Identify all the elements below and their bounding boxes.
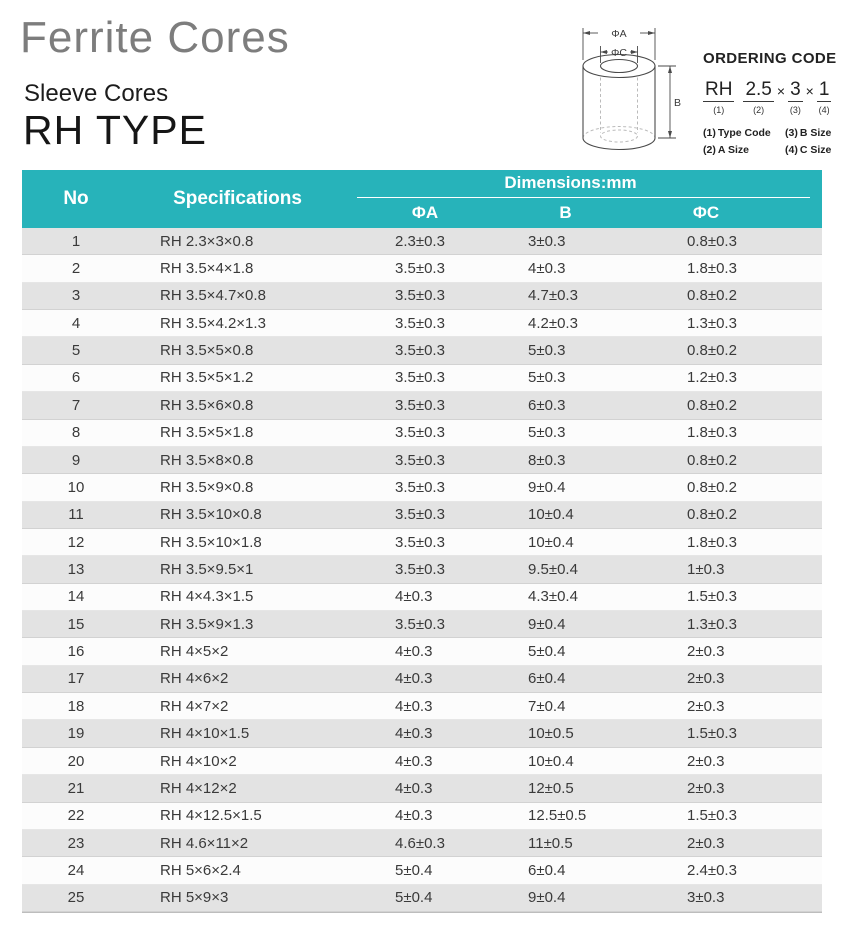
table-row <box>22 502 822 529</box>
cell-phi-a: 4±0.3 <box>395 697 433 715</box>
cell-b: 10±0.4 <box>528 533 574 551</box>
legend-label: B Size <box>799 126 832 139</box>
cell-no: 25 <box>67 889 85 907</box>
cell-specification: RH 4.6×11×2 <box>160 834 249 852</box>
code-part-index: (2) <box>753 104 765 115</box>
cell-phi-a: 2.3±0.3 <box>395 232 445 250</box>
cell-no: 10 <box>67 478 85 496</box>
cell-phi-a: 3.5±0.3 <box>395 260 445 278</box>
table-row <box>22 584 822 611</box>
cell-b: 4.7±0.3 <box>528 287 578 305</box>
legend-item <box>785 144 845 156</box>
cell-no: 20 <box>67 752 85 770</box>
cell-phi-c: 1.8±0.3 <box>687 533 737 551</box>
cell-specification: RH 2.3×3×0.8 <box>160 232 254 250</box>
cell-phi-a: 3.5±0.3 <box>395 506 445 524</box>
cell-phi-c: 2.4±0.3 <box>687 861 737 879</box>
table-row <box>22 830 822 857</box>
cell-phi-a: 4±0.3 <box>395 670 433 688</box>
cell-b: 5±0.3 <box>528 369 566 387</box>
cell-phi-c: 1.2±0.3 <box>687 369 737 387</box>
cell-no: 16 <box>67 643 85 661</box>
cell-phi-c: 3±0.3 <box>687 889 725 907</box>
spec-table <box>22 170 822 913</box>
cell-b: 3±0.3 <box>528 232 566 250</box>
column-header-phi-c: ΦC <box>692 203 720 222</box>
cell-phi-c: 0.8±0.3 <box>687 232 737 250</box>
column-header-specifications: Specifications <box>173 188 302 209</box>
dim-c-arrow-right <box>631 50 638 54</box>
cell-phi-c: 1.8±0.3 <box>687 424 737 442</box>
cell-b: 9±0.4 <box>528 478 566 496</box>
code-part-index: (4) <box>818 104 830 115</box>
cell-no: 4 <box>71 314 81 332</box>
cell-b: 9.5±0.4 <box>528 560 578 578</box>
column-group-dimensions <box>345 170 822 228</box>
legend-num: (4) <box>785 143 798 156</box>
cell-phi-a: 4±0.3 <box>395 752 433 770</box>
cell-b: 6±0.4 <box>528 861 566 879</box>
cell-no: 17 <box>67 670 85 688</box>
cell-specification: RH 3.5×5×0.8 <box>160 342 254 360</box>
cell-b: 5±0.3 <box>528 424 566 442</box>
cell-phi-c: 2±0.3 <box>687 670 725 688</box>
table-row <box>22 474 822 501</box>
cell-phi-a: 3.5±0.3 <box>395 314 445 332</box>
code-part-index: (3) <box>789 104 801 115</box>
table-row <box>22 885 822 912</box>
legend-label: A Size <box>717 143 749 156</box>
cell-specification: RH 3.5×6×0.8 <box>160 396 254 414</box>
cell-specification: RH 4×6×2 <box>160 670 229 688</box>
cell-phi-c: 1.5±0.3 <box>687 588 737 606</box>
table-row <box>22 638 822 665</box>
table-row <box>22 447 822 474</box>
cell-b: 12.5±0.5 <box>528 807 587 825</box>
cell-specification: RH 3.5×8×0.8 <box>160 451 254 469</box>
column-header-phi-a: ΦA <box>411 203 439 222</box>
cell-no: 22 <box>67 807 85 825</box>
ordering-code-section <box>703 50 845 156</box>
column-header-no: No <box>63 188 89 209</box>
cell-phi-a: 4±0.3 <box>395 779 433 797</box>
table-row <box>22 748 822 775</box>
cell-phi-a: 4±0.3 <box>395 643 433 661</box>
cell-specification: RH 4×10×2 <box>160 752 237 770</box>
cell-phi-a: 3.5±0.3 <box>395 560 445 578</box>
cell-phi-a: 3.5±0.3 <box>395 451 445 469</box>
cell-phi-a: 3.5±0.3 <box>395 424 445 442</box>
legend-label: Type Code <box>717 126 771 139</box>
ordering-code-legend <box>703 127 845 156</box>
cell-phi-a: 3.5±0.3 <box>395 533 445 551</box>
page-title: Ferrite Cores <box>20 13 290 62</box>
cell-specification: RH 5×9×3 <box>160 889 229 907</box>
page-subtitle: Sleeve Cores <box>24 80 169 107</box>
cell-no: 1 <box>71 232 81 250</box>
legend-label: C Size <box>799 143 832 156</box>
code-part-c-size <box>817 80 832 115</box>
legend-num: (3) <box>785 126 798 139</box>
cell-no: 21 <box>67 779 85 797</box>
cell-no: 14 <box>67 588 85 606</box>
cell-specification: RH 3.5×9×0.8 <box>160 478 254 496</box>
table-row <box>22 693 822 720</box>
cell-no: 12 <box>67 533 85 551</box>
cell-phi-a: 4.6±0.3 <box>395 834 445 852</box>
cell-specification: RH 4×12.5×1.5 <box>160 807 262 825</box>
cell-b: 12±0.5 <box>528 779 574 797</box>
cell-b: 8±0.3 <box>528 451 566 469</box>
table-header <box>22 170 822 228</box>
code-part-index: (1) <box>713 104 725 115</box>
cell-phi-a: 4±0.3 <box>395 725 433 743</box>
dim-b-arrow-bottom <box>668 131 672 138</box>
cell-phi-c: 0.8±0.2 <box>687 478 737 496</box>
code-part-a-size <box>743 80 773 115</box>
table-row <box>22 556 822 583</box>
cell-no: 8 <box>71 424 81 442</box>
table-row <box>22 283 822 310</box>
table-row <box>22 310 822 337</box>
table-row <box>22 666 822 693</box>
code-part-text: 2.5 <box>745 79 772 100</box>
cell-no: 18 <box>67 697 85 715</box>
ordering-code-heading: ORDERING CODE <box>703 50 837 67</box>
dim-a-arrow-left <box>583 31 590 35</box>
cell-specification: RH 3.5×9.5×1 <box>160 560 254 578</box>
cylinder-back-bottom-edge <box>583 127 655 139</box>
code-part-b-size <box>788 80 803 115</box>
cell-phi-a: 3.5±0.3 <box>395 369 445 387</box>
legend-item <box>785 127 845 139</box>
core-dimension-diagram <box>558 6 708 166</box>
cell-phi-a: 4±0.3 <box>395 807 433 825</box>
cell-specification: RH 4×7×2 <box>160 697 229 715</box>
cell-no: 11 <box>68 506 84 524</box>
cell-phi-a: 3.5±0.3 <box>395 615 445 633</box>
table-row <box>22 803 822 830</box>
cell-phi-c: 2±0.3 <box>687 779 725 797</box>
multiply-sign: × <box>776 83 786 99</box>
dim-c-arrow-left <box>601 50 608 54</box>
table-row <box>22 775 822 802</box>
cell-no: 9 <box>71 451 81 469</box>
table-row <box>22 365 822 392</box>
cell-phi-c: 1.3±0.3 <box>687 615 737 633</box>
cell-b: 5±0.4 <box>528 643 566 661</box>
cell-phi-c: 0.8±0.2 <box>687 342 737 360</box>
cell-no: 19 <box>67 725 85 743</box>
cell-b: 6±0.4 <box>528 670 566 688</box>
table-row <box>22 228 822 255</box>
table-row <box>22 857 822 884</box>
code-part-text: 3 <box>790 79 801 100</box>
cell-specification: RH 4×12×2 <box>160 779 237 797</box>
cell-phi-c: 1.5±0.3 <box>687 725 737 743</box>
cell-phi-a: 3.5±0.3 <box>395 396 445 414</box>
cell-specification: RH 4×5×2 <box>160 643 229 661</box>
dim-b-arrow-top <box>668 66 672 73</box>
cell-b: 4.3±0.4 <box>528 588 578 606</box>
dim-a-label: ΦA <box>611 28 627 40</box>
hole-hidden-bottom-ellipse <box>601 130 638 142</box>
cell-b: 10±0.4 <box>528 506 574 524</box>
cell-specification: RH 3.5×5×1.8 <box>160 424 254 442</box>
cell-b: 9±0.4 <box>528 889 566 907</box>
cell-no: 13 <box>67 560 85 578</box>
column-header-b: B <box>559 203 572 222</box>
cell-specification: RH 3.5×4×1.8 <box>160 260 254 278</box>
cell-phi-c: 2±0.3 <box>687 834 725 852</box>
cell-b: 9±0.4 <box>528 615 566 633</box>
dim-a-arrow-right <box>648 31 655 35</box>
dimensions-group-title: Dimensions:mm <box>357 170 810 198</box>
cell-b: 4.2±0.3 <box>528 314 578 332</box>
cell-phi-a: 3.5±0.3 <box>395 478 445 496</box>
cell-specification: RH 3.5×10×0.8 <box>160 506 262 524</box>
table-row <box>22 392 822 419</box>
cell-b: 7±0.4 <box>528 697 566 715</box>
legend-num: (2) <box>703 143 716 156</box>
cell-phi-c: 2±0.3 <box>687 752 725 770</box>
cell-specification: RH 3.5×4.7×0.8 <box>160 287 266 305</box>
cell-b: 4±0.3 <box>528 260 566 278</box>
cell-specification: RH 3.5×9×1.3 <box>160 615 254 633</box>
cell-phi-c: 1.8±0.3 <box>687 260 737 278</box>
table-row <box>22 611 822 638</box>
cell-phi-c: 0.8±0.2 <box>687 506 737 524</box>
cell-specification: RH 5×6×2.4 <box>160 861 241 879</box>
cell-phi-a: 4±0.3 <box>395 588 433 606</box>
cell-b: 10±0.5 <box>528 725 574 743</box>
legend-item <box>703 144 785 156</box>
cell-phi-a: 3.5±0.3 <box>395 287 445 305</box>
cell-phi-c: 2±0.3 <box>687 697 725 715</box>
cell-b: 11±0.5 <box>528 834 573 852</box>
legend-item <box>703 127 785 139</box>
cell-phi-c: 2±0.3 <box>687 643 725 661</box>
cell-b: 10±0.4 <box>528 752 574 770</box>
cell-b: 5±0.3 <box>528 342 566 360</box>
cell-no: 15 <box>67 615 85 633</box>
cell-phi-c: 0.8±0.2 <box>687 396 737 414</box>
cell-phi-c: 1.3±0.3 <box>687 314 737 332</box>
cell-no: 23 <box>67 834 85 852</box>
cell-phi-c: 0.8±0.2 <box>687 287 737 305</box>
cell-phi-a: 3.5±0.3 <box>395 342 445 360</box>
dim-c-label: ΦC <box>611 47 627 59</box>
legend-num: (1) <box>703 126 716 139</box>
code-part-type <box>703 80 734 115</box>
table-row <box>22 337 822 364</box>
cell-specification: RH 4×10×1.5 <box>160 725 250 743</box>
cylinder-front-bottom-edge <box>583 138 655 150</box>
dimensions-subheaders <box>345 198 822 228</box>
cell-no: 6 <box>71 369 81 387</box>
cell-no: 3 <box>71 287 81 305</box>
cell-specification: RH 3.5×10×1.8 <box>160 533 262 551</box>
cell-no: 5 <box>71 342 81 360</box>
cylinder-hole <box>601 60 638 73</box>
cell-phi-c: 0.8±0.2 <box>687 451 737 469</box>
type-title: RH TYPE <box>23 107 207 153</box>
table-row <box>22 255 822 282</box>
cell-no: 2 <box>71 260 81 278</box>
table-row <box>22 720 822 747</box>
table-row <box>22 529 822 556</box>
cell-no: 24 <box>67 861 85 879</box>
cell-specification: RH 3.5×4.2×1.3 <box>160 314 266 332</box>
multiply-sign: × <box>805 83 814 99</box>
cell-specification: RH 3.5×5×1.2 <box>160 369 254 387</box>
cell-phi-a: 5±0.4 <box>395 861 433 879</box>
cell-no: 7 <box>71 396 81 414</box>
ordering-code-example <box>703 80 845 115</box>
cell-phi-c: 1±0.3 <box>687 560 725 578</box>
cell-specification: RH 4×4.3×1.5 <box>160 588 254 606</box>
cell-phi-a: 5±0.4 <box>395 889 433 907</box>
table-body <box>22 228 822 913</box>
cell-phi-c: 1.5±0.3 <box>687 807 737 825</box>
code-part-text: 1 <box>818 79 830 100</box>
cell-b: 6±0.3 <box>528 396 566 414</box>
table-row <box>22 420 822 447</box>
dim-b-label: B <box>674 97 682 109</box>
code-part-text: RH <box>705 79 733 100</box>
